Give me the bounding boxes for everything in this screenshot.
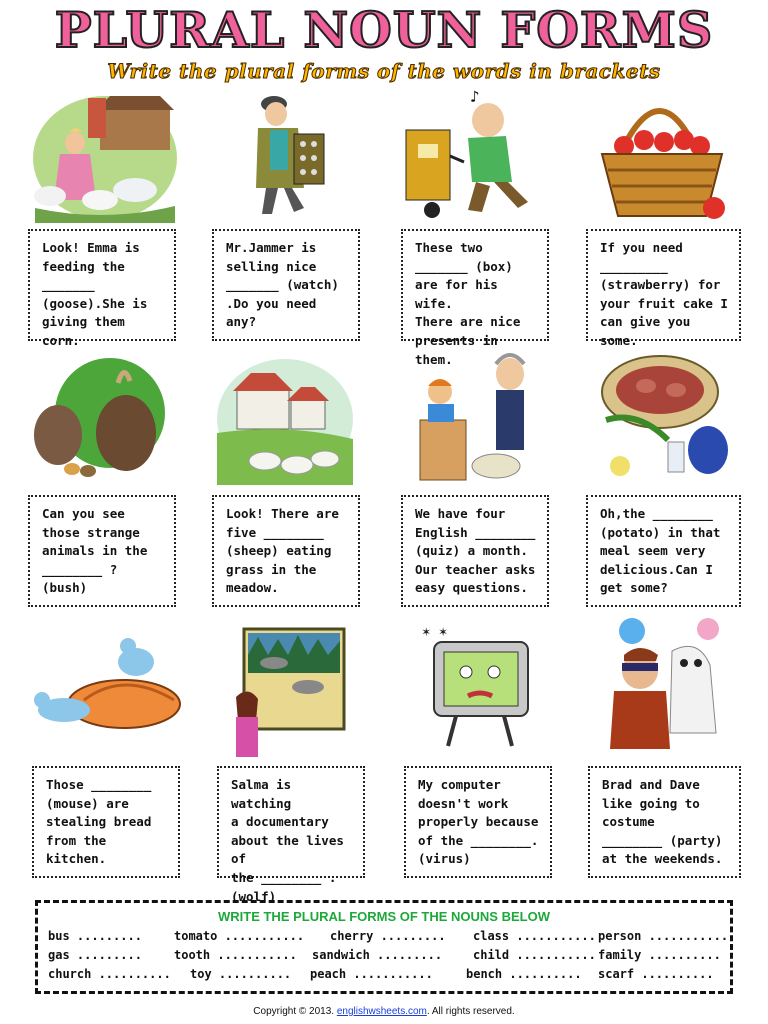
man-pushing-boxes-picture bbox=[402, 86, 547, 223]
exercise-box-6: Look! There are five ________ (sheep) eating grass in the meadow. bbox=[212, 495, 360, 607]
meal-plate-picture bbox=[598, 350, 733, 487]
word-item: cherry ......... bbox=[330, 929, 446, 943]
sheep-meadow-picture bbox=[215, 353, 355, 485]
word-item: tomato ........... bbox=[174, 929, 305, 943]
exercise-box-4: If you need _________ (strawberry) for your fruit cake I can give you some. bbox=[586, 229, 741, 341]
word-list-box bbox=[35, 900, 733, 994]
word-item: sandwich ......... bbox=[312, 948, 443, 962]
strawberry-basket-picture bbox=[594, 86, 734, 223]
word-list-title: WRITE THE PLURAL FORMS OF THE NOUNS BELOW bbox=[218, 909, 550, 924]
sick-computer-picture bbox=[412, 612, 542, 752]
exercise-box-10: Salma is watching a documentary about the lives of the ________ . (wolf) bbox=[217, 766, 365, 878]
website-link[interactable]: englishwsheets.com bbox=[336, 1006, 427, 1017]
exercise-box-9: Those ________ (mouse) are stealing bread from the kitchen. bbox=[32, 766, 180, 878]
word-item: church .......... bbox=[48, 967, 171, 981]
watch-seller-picture bbox=[248, 88, 338, 223]
copyright-suffix: . All rights reserved. bbox=[426, 1006, 515, 1017]
exercise-box-12: Brad and Dave like going to costume ________ (party) at the weekends. bbox=[588, 766, 741, 878]
page-subtitle: Write the plural forms of the words in brackets bbox=[107, 59, 661, 83]
mice-bread-picture bbox=[24, 630, 184, 730]
exercise-box-1: Look! Emma is feeding the _______ (goose).She is giving them corn. bbox=[28, 229, 176, 341]
word-item: class ........... bbox=[473, 929, 596, 943]
word-item: tooth ........... bbox=[174, 948, 297, 962]
word-item: child ........... bbox=[473, 948, 596, 962]
exercise-box-11: My computer doesn't work properly because of the ________. (virus) bbox=[404, 766, 552, 878]
svg-text:✶ ✶: ✶ ✶ bbox=[422, 624, 448, 640]
animals-in-bush-picture bbox=[30, 353, 165, 485]
word-item: bench .......... bbox=[466, 967, 582, 981]
woman-feeding-geese-picture bbox=[30, 88, 180, 223]
word-item: peach ........... bbox=[310, 967, 433, 981]
exercise-box-3: These two _______ (box) are for his wife. There are nice presents in them. bbox=[401, 229, 549, 341]
page-title: PLURAL NOUN FORMS bbox=[54, 1, 714, 59]
word-item: person ........... bbox=[598, 929, 729, 943]
word-item: gas ......... bbox=[48, 948, 142, 962]
exercise-box-5: Can you see those strange animals in the ________ ? (bush) bbox=[28, 495, 176, 607]
svg-text:♪: ♪ bbox=[470, 87, 480, 106]
wolf-documentary-picture bbox=[228, 625, 348, 760]
word-item: family .......... bbox=[598, 948, 721, 962]
word-item: toy .......... bbox=[190, 967, 292, 981]
word-item: scarf .......... bbox=[598, 967, 714, 981]
copyright-footer bbox=[0, 1006, 768, 1017]
exercise-box-8: Oh,the ________ (potato) in that meal seem very delicious.Can I get some? bbox=[586, 495, 741, 607]
exercise-box-7: We have four English ________ (quiz) a month. Our teacher asks easy questions. bbox=[401, 495, 549, 607]
word-item: bus ......... bbox=[48, 929, 142, 943]
costume-party-picture bbox=[600, 615, 725, 750]
teacher-quiz-picture bbox=[416, 348, 541, 485]
exercise-box-2: Mr.Jammer is selling nice _______ (watch) .Do you need any? bbox=[212, 229, 360, 341]
copyright-prefix: Copyright © 2013. bbox=[253, 1006, 335, 1017]
